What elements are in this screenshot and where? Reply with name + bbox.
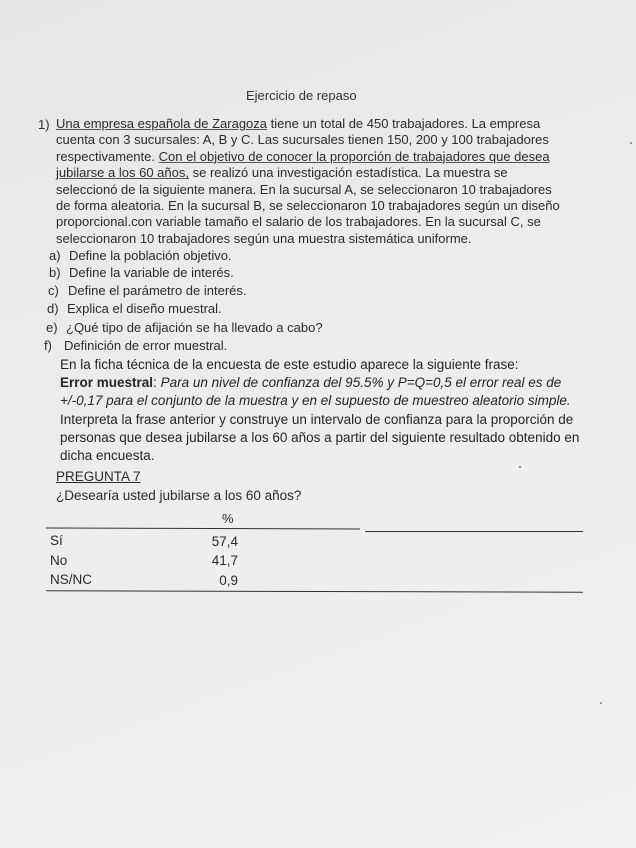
row-value-nsnc: 0,9 — [219, 573, 238, 588]
statement-part: A, B y C. Las sucursales tienen 150, 200 y 100 trabajadores respectivamente. — [56, 132, 549, 164]
paper-speck — [630, 142, 632, 144]
item-text: Define el parámetro de interés. — [68, 283, 247, 298]
table-bottom-rule — [46, 590, 583, 593]
item-d — [47, 301, 222, 316]
statement-part: Con el objetivo de conocer la proporción de trabajadores que desea jubilarse a los 60 años, — [56, 148, 550, 181]
ficha-tecnica-block — [60, 356, 585, 465]
item-text: Explica el diseño muestral. — [67, 301, 222, 316]
question-number: 1) — [38, 117, 50, 132]
row-label-no: No — [50, 553, 68, 568]
error-label: Error muestral — [60, 375, 154, 391]
paper-speck — [519, 466, 521, 468]
item-text: Definición de error muestral. — [64, 338, 228, 353]
row-value-si: 57,4 — [211, 534, 238, 549]
statement-part: con 3 sucursales: — [98, 132, 200, 148]
error-statement — [60, 374, 585, 410]
item-e — [46, 320, 323, 335]
item-letter: a) — [49, 248, 61, 263]
item-c — [48, 283, 246, 298]
table-top-rule-left — [46, 527, 360, 529]
statement-part: tiene un total de 450 trabajadores. La empresa cuenta — [56, 116, 541, 148]
item-f — [44, 338, 227, 353]
row-label-si: Sí — [50, 533, 63, 548]
statement-part: Una empresa española de Zaragoza — [56, 116, 268, 131]
row-value-no: 41,7 — [211, 553, 238, 568]
statement-part: se realizó una investigación estadística. La muestra se seleccionó de la siguiente manera. En la sucursal A, se seleccionaron 10 trabajadores de forma aleatoria. En la sucursal B, se seleccionaron 10 trabajadores según un diseño proporcional.con variable tamaño el salario de los trabajadores. En la sucursal C, se seleccionaron 10 trabajadores según una muestra sistemática uniforme. — [56, 165, 560, 246]
question-statement — [56, 116, 566, 247]
error-quote: Para un nivel de confianza del 95.5% y P=Q=0,5 el error real es de +/-0,17 para el conjunto de la muestra y en el supuesto de muestreo aleatorio simple. — [60, 375, 571, 409]
item-text: Define la variable de interés. — [69, 265, 234, 280]
item-letter: d) — [47, 301, 59, 316]
row-label-nsnc: NS/NC — [50, 572, 93, 587]
exercise-title: Ejercicio de repaso — [246, 88, 357, 103]
item-text: Define la población objetivo. — [69, 248, 232, 263]
item-b — [49, 265, 234, 280]
item-a — [49, 248, 232, 263]
error-colon: : — [153, 375, 161, 391]
ficha-instruction: Interpreta la frase anterior y construye un intervalo de confianza para la proporción de personas que desea jubilarse a los 60 años a partir del siguiente resultado obtenido en dicha encuesta. — [60, 411, 580, 464]
item-letter: f) — [44, 338, 52, 353]
ficha-intro: En la ficha técnica de la encuesta de este estudio aparece la siguiente frase: — [60, 357, 519, 372]
column-header-percent: % — [222, 511, 234, 526]
item-letter: c) — [48, 283, 59, 298]
paper-speck — [600, 702, 602, 704]
item-text: ¿Qué tipo de afijación se ha llevado a cabo? — [66, 320, 323, 335]
survey-heading: PREGUNTA 7 — [56, 469, 141, 484]
item-letter: b) — [49, 265, 61, 280]
table-top-rule-right — [365, 531, 583, 532]
survey-question: ¿Desearía usted jubilarse a los 60 años? — [56, 488, 302, 503]
item-letter: e) — [46, 320, 58, 335]
